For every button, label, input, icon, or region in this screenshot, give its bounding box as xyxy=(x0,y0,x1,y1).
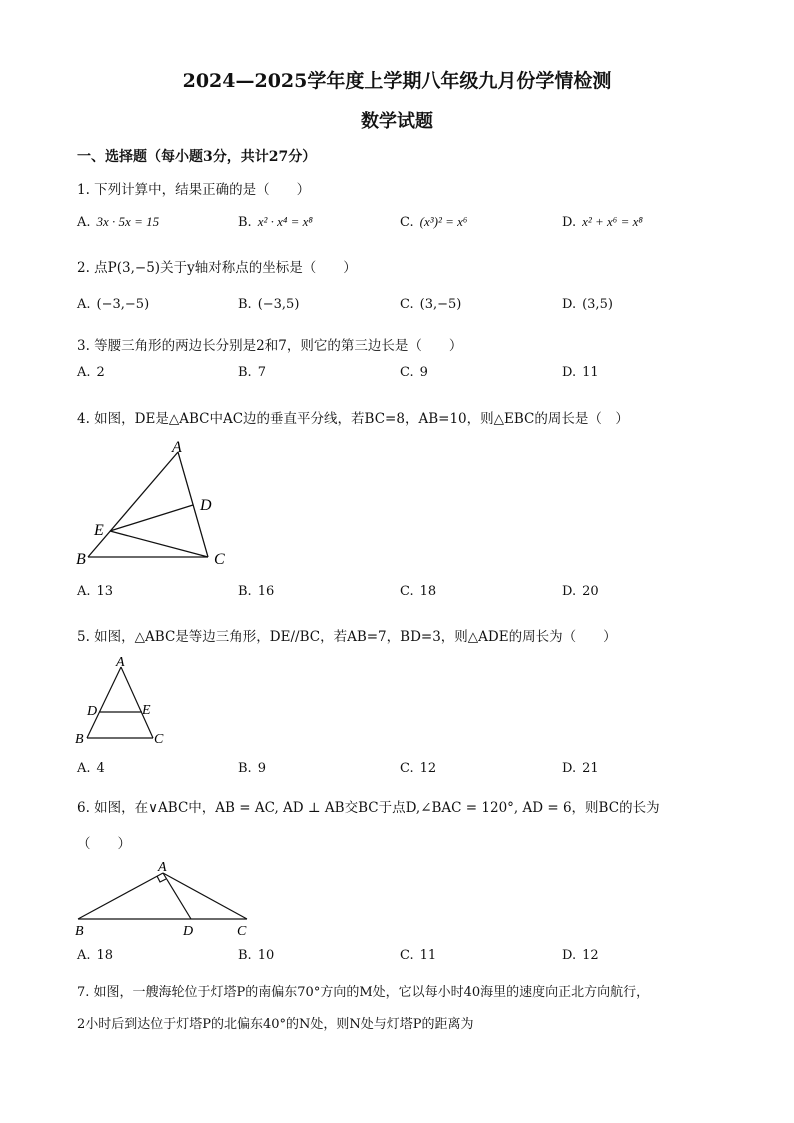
label-a: A xyxy=(116,655,125,670)
question-5-stem: 5. 如图，△ABC是等边三角形，DE//BC，若AB=7，BD=3，则△ADE的周长为（ ） xyxy=(77,629,617,645)
question-1-stem: 1. 下列计算中，结果正确的是（ ） xyxy=(77,182,311,198)
label-e: E xyxy=(94,522,104,539)
label-b: B xyxy=(75,924,84,939)
q4-option-a[interactable]: A. 13 xyxy=(77,584,114,599)
q2-option-d[interactable]: D. (3,5) xyxy=(562,297,613,312)
segment-ac xyxy=(163,873,247,919)
page-subtitle: 数学试题 xyxy=(361,111,433,132)
label-c: C xyxy=(214,551,225,568)
q3-option-b[interactable]: B. 7 xyxy=(238,365,266,380)
segment-ad xyxy=(163,873,191,919)
question-6-stem: 6. 如图，在∨ABC中，AB = AC, AD ⊥ AB交BC于点D,∠BAC = 120°, AD = 6，则BC的长为 xyxy=(77,800,660,816)
label-d: D xyxy=(87,704,98,719)
question-6-stem-cont: （ ） xyxy=(77,836,131,852)
q6-option-c[interactable]: C. 11 xyxy=(400,948,437,963)
question-7-stem-cont: 2小时后到达位于灯塔P的北偏东40°的N处，则N处与灯塔P的距离为 xyxy=(77,1017,474,1032)
label-e: E xyxy=(142,703,151,718)
question-2-stem: 2. 点P(3,−5)关于y轴对称点的坐标是（ ） xyxy=(77,260,357,276)
q1-option-c[interactable]: C. (x³)² = x⁶ xyxy=(400,214,468,230)
q4-option-c[interactable]: C. 18 xyxy=(400,584,437,599)
q6-triangle-figure xyxy=(70,855,270,940)
q1-option-d[interactable]: D. x² + x⁶ = x⁸ xyxy=(562,214,643,230)
q5-triangle-figure xyxy=(70,650,180,750)
q2-option-b[interactable]: B. (−3,5) xyxy=(238,297,300,312)
q5-option-b[interactable]: B. 9 xyxy=(238,761,266,776)
q1-option-b[interactable]: B. x² · x⁴ = x⁸ xyxy=(238,214,313,230)
q2-option-a[interactable]: A. (−3,−5) xyxy=(77,297,150,312)
page-title: 2024—2025学年度上学期八年级九月份学情检测 xyxy=(182,70,612,92)
right-angle-mark xyxy=(157,876,166,882)
question-3-stem: 3. 等腰三角形的两边长分别是2和7，则它的第三边长是（ ） xyxy=(77,338,463,354)
label-d: D xyxy=(183,924,194,939)
segment-ab xyxy=(87,667,121,738)
label-a: A xyxy=(172,439,182,456)
q3-option-d[interactable]: D. 11 xyxy=(562,365,599,380)
q5-option-a[interactable]: A. 4 xyxy=(77,761,105,776)
segment-ec xyxy=(110,531,208,557)
label-b: B xyxy=(75,732,84,747)
q2-option-c[interactable]: C. (3,−5) xyxy=(400,297,462,312)
q6-option-b[interactable]: B. 10 xyxy=(238,948,275,963)
q3-option-a[interactable]: A. 2 xyxy=(77,365,105,380)
question-4-stem: 4. 如图，DE是△ABC中AC边的垂直平分线，若BC=8，AB=10，则△EBC的周长是（ ） xyxy=(77,411,629,427)
q6-option-a[interactable]: A. 18 xyxy=(77,948,114,963)
label-c: C xyxy=(237,924,247,939)
section-heading: 一、选择题（每小题3分，共计27分） xyxy=(77,149,317,165)
q5-option-c[interactable]: C. 12 xyxy=(400,761,437,776)
q3-option-c[interactable]: C. 9 xyxy=(400,365,428,380)
q4-triangle-figure xyxy=(70,430,240,575)
q6-option-d[interactable]: D. 12 xyxy=(562,948,599,963)
label-c: C xyxy=(154,732,164,747)
segment-ab xyxy=(78,873,163,919)
label-d: D xyxy=(200,497,212,514)
label-a: A xyxy=(158,860,167,875)
segment-ab xyxy=(88,452,178,557)
q4-option-d[interactable]: D. 20 xyxy=(562,584,599,599)
q4-option-b[interactable]: B. 16 xyxy=(238,584,275,599)
label-b: B xyxy=(76,551,86,568)
question-7-stem: 7. 如图，一艘海轮位于灯塔P的南偏东70°方向的M处，它以每小时40海里的速度向正北方向航行， xyxy=(77,985,650,1000)
q5-option-d[interactable]: D. 21 xyxy=(562,761,599,776)
segment-de xyxy=(110,505,193,531)
q1-option-a[interactable]: A. 3x · 5x = 15 xyxy=(77,214,160,230)
